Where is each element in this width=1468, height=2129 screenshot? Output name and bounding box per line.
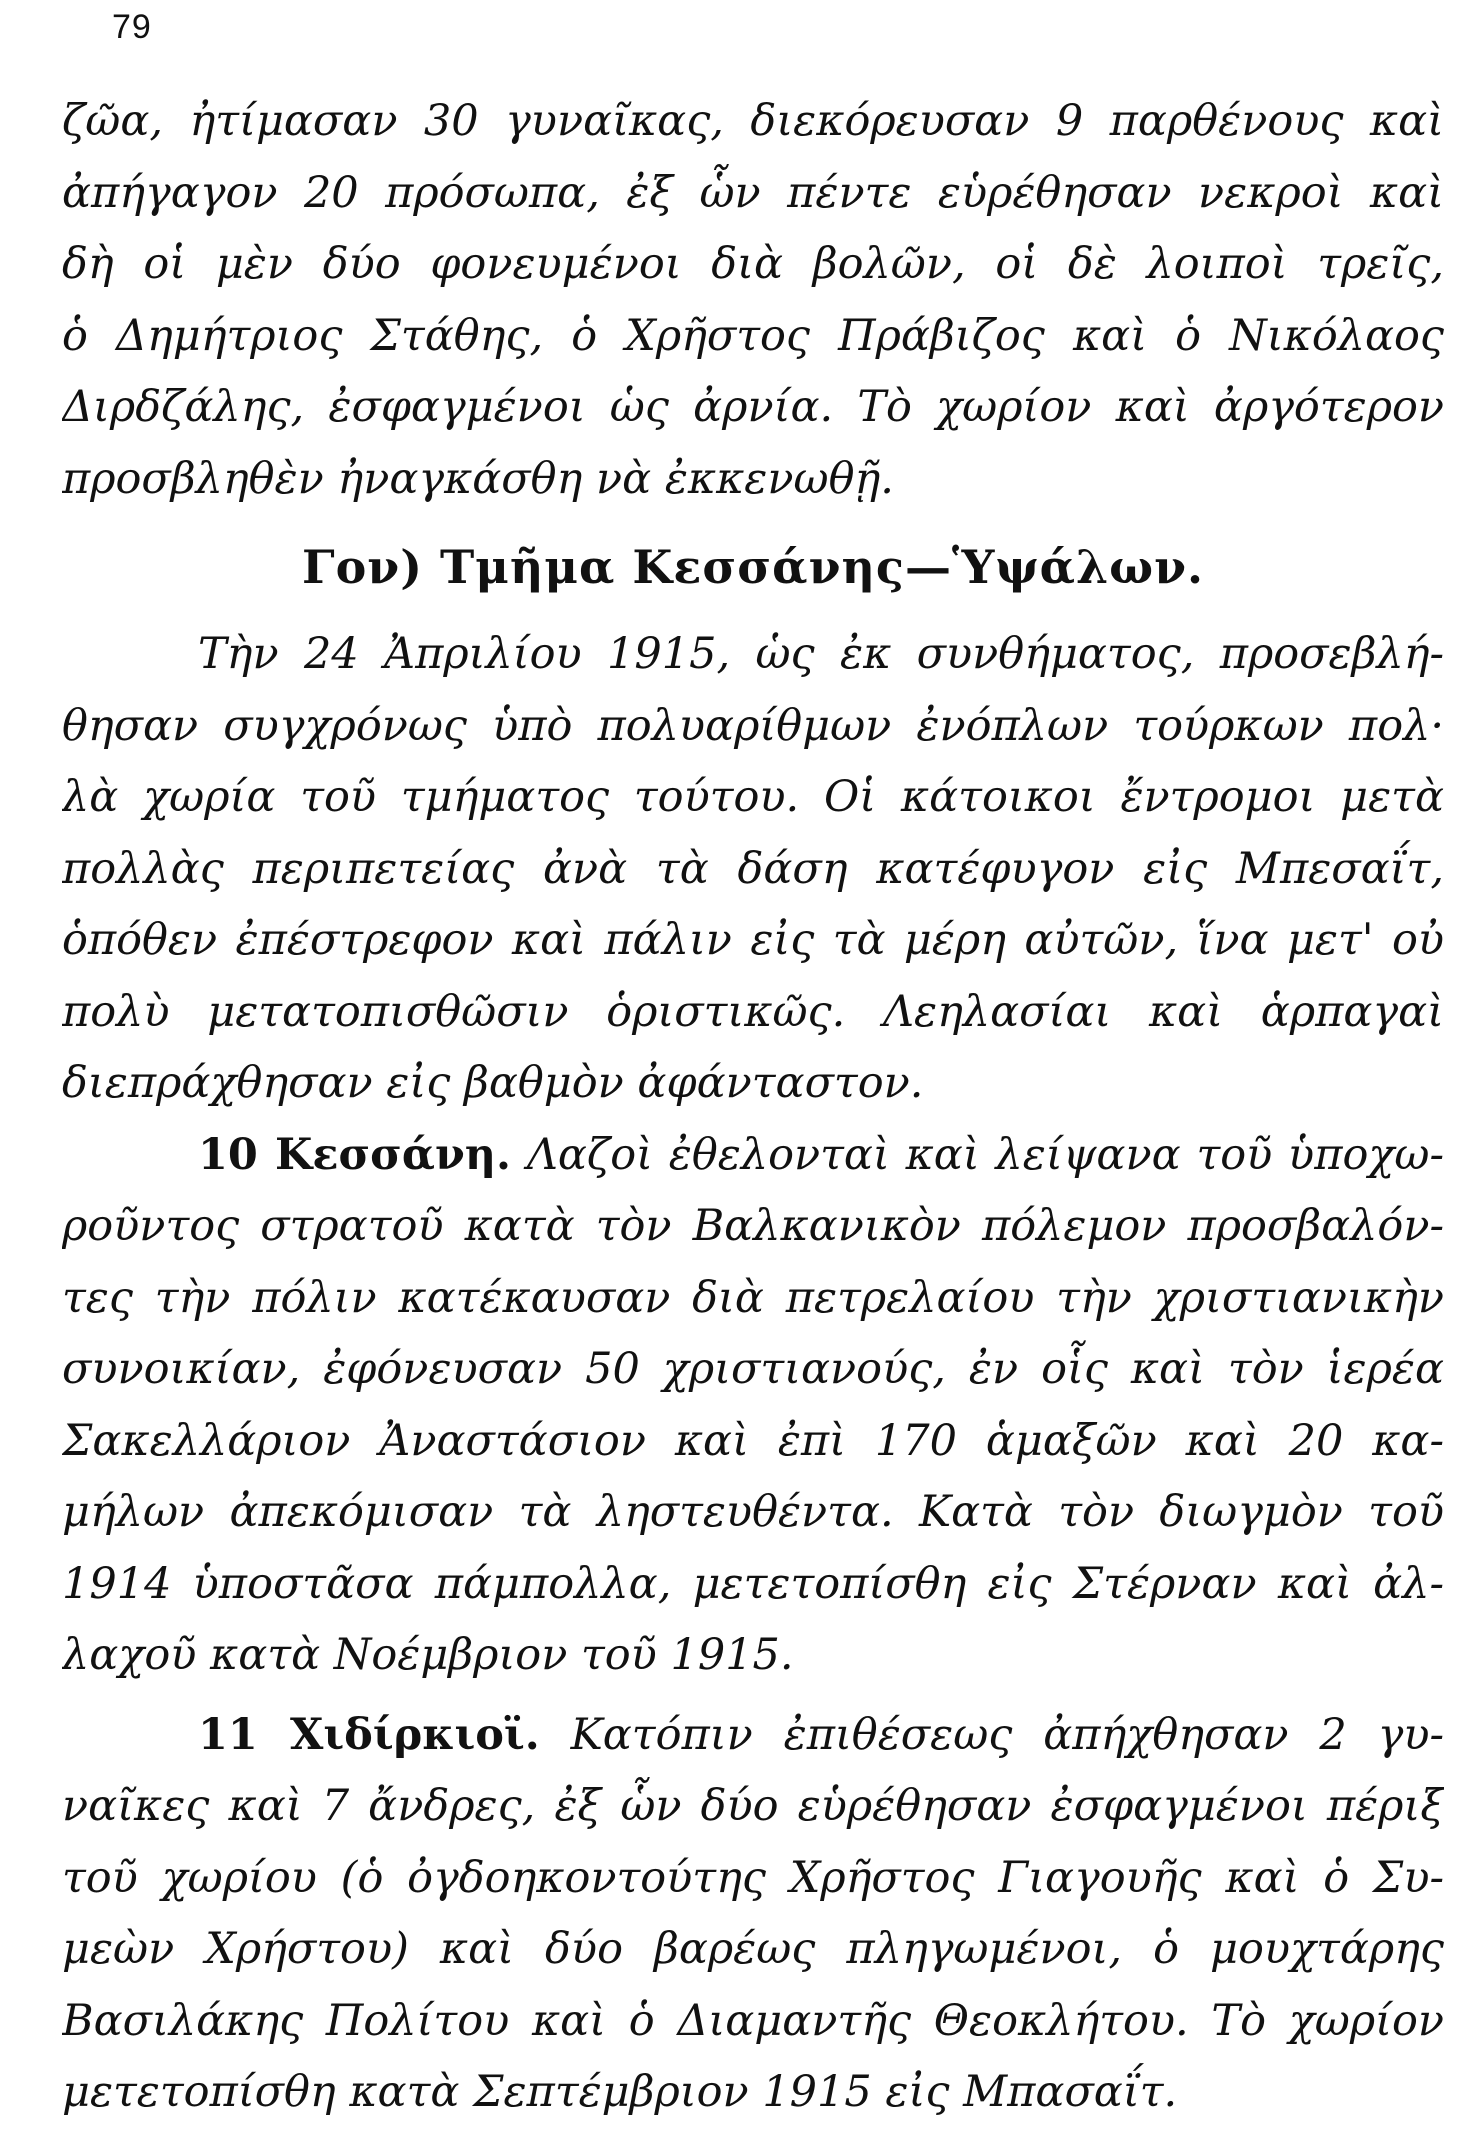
text-run: Κατόπιν ἐπιθέσεως ἀπήχθησαν 2 γυ- bbox=[570, 1709, 1444, 1760]
entry-heading: 11 Χιδίρκιοϊ. bbox=[198, 1709, 540, 1760]
text-line: τες τὴν πόλιν κατέκαυσαν διὰ πετρελαίου τὴν χριστιανικὴν bbox=[62, 1272, 1444, 1323]
text-line: ὁ Δημήτριος Στάθης, ὁ Χρῆστος Πράβιζος καὶ ὁ Νικόλαος bbox=[62, 310, 1444, 361]
entry-heading: 10 Κεσσάνη. bbox=[198, 1129, 512, 1180]
text-line: ναῖκες καὶ 7 ἄνδρες, ἐξ ὧν δύο εὑρέθησαν ἐσφαγμένοι πέριξ bbox=[62, 1781, 1444, 1831]
text-line: ἀπήγαγον 20 πρόσωπα, ἐξ ὧν πέντε εὑρέθησαν νεκροὶ καὶ bbox=[62, 167, 1444, 218]
text-line: μεὼν Χρήστου) καὶ δύο βαρέως πληγωμένοι, ὁ μουχτάρης bbox=[62, 1924, 1444, 1974]
text-line: μήλων ἀπεκόμισαν τὰ ληστευθέντα. Κατὰ τὸν διωγμὸν τοῦ bbox=[62, 1487, 1444, 1537]
page-number: 79 bbox=[112, 8, 152, 46]
text-line: λαχοῦ κατὰ Νοέμβριον τοῦ 1915. bbox=[62, 1630, 794, 1680]
text-line: Σακελλάριον Ἀναστάσιον καὶ ἐπὶ 170 ἁμαξῶν καὶ 20 κα- bbox=[62, 1415, 1444, 1466]
paragraph-continued bbox=[62, 86, 1444, 515]
text-line: μετετοπίσθη κατὰ Σεπτέμβριον 1915 εἰς Μπασαΐτ. bbox=[62, 2067, 1178, 2117]
text-line: ὁπόθεν ἐπέστρεφον καὶ πάλιν εἰς τὰ μέρη αὐτῶν, ἵνα μετ' οὐ bbox=[62, 915, 1444, 965]
text-line bbox=[62, 1120, 1444, 1192]
text-run: Λαζοὶ ἐθελονταὶ καὶ λείψανα τοῦ ὑποχω- bbox=[526, 1129, 1444, 1180]
section-heading: Γον) Τμῆμα Κεσσάνης—Ὑψάλων. bbox=[301, 540, 1205, 594]
text-line: συνοικίαν, ἐφόνευσαν 50 χριστιανούς, ἐν οἷς καὶ τὸν ἱερέα bbox=[62, 1344, 1444, 1394]
text-line bbox=[62, 1700, 1444, 1772]
text-line: Βασιλάκης Πολίτου καὶ ὁ Διαμαντῆς Θεοκλήτου. Τὸ χωρίον bbox=[62, 1995, 1444, 2046]
text-line: λὰ χωρία τοῦ τμήματος τούτου. Οἱ κάτοικοι ἔντρομοι μετὰ bbox=[62, 772, 1444, 822]
text-line: διεπράχθησαν εἰς βαθμὸν ἀφάνταστον. bbox=[62, 1058, 924, 1108]
text-line: ροῦντος στρατοῦ κατὰ τὸν Βαλκανικὸν πόλεμον προσβαλόν- bbox=[62, 1201, 1444, 1251]
text-line: προσβληθὲν ἠναγκάσθη νὰ ἐκκενωθῇ. bbox=[62, 453, 894, 504]
text-line: τοῦ χωρίου (ὁ ὀγδοηκοντούτης Χρῆστος Γιαγουῆς καὶ ὁ Συ- bbox=[62, 1852, 1444, 1903]
text-line: πολλὰς περιπετείας ἀνὰ τὰ δάση κατέφυγον εἰς Μπεσαΐτ, bbox=[62, 843, 1444, 894]
text-line: δὴ οἱ μὲν δύο φονευμένοι διὰ βολῶν, οἱ δὲ λοιποὶ τρεῖς, bbox=[62, 239, 1444, 289]
paragraph-kessani bbox=[62, 1120, 1444, 1692]
text-line: 1914 ὑποστᾶσα πάμπολλα, μετετοπίσθη εἰς Στέρναν καὶ ἀλ- bbox=[62, 1558, 1444, 1609]
text-line: θησαν συγχρόνως ὑπὸ πολυαρίθμων ἐνόπλων τούρκων πολ· bbox=[62, 700, 1444, 751]
text-line: πολὺ μετατοπισθῶσιν ὁριστικῶς. Λεηλασίαι καὶ ἁρπαγαὶ bbox=[62, 986, 1444, 1037]
paragraph-chidirkioi bbox=[62, 1700, 1444, 2129]
text-line: ζῶα, ἠτίμασαν 30 γυναῖκας, διεκόρευσαν 9 παρθένους καὶ bbox=[62, 96, 1444, 146]
page-body bbox=[62, 86, 1444, 2129]
text-line: Διρδζάλης, ἐσφαγμένοι ὡς ἀρνία. Τὸ χωρίον καὶ ἀργότερον bbox=[62, 382, 1444, 432]
paragraph-april bbox=[62, 619, 1444, 1120]
text-line: Τὴν 24 Ἀπριλίου 1915, ὡς ἐκ συνθήματος, προσεβλή- bbox=[198, 629, 1444, 679]
